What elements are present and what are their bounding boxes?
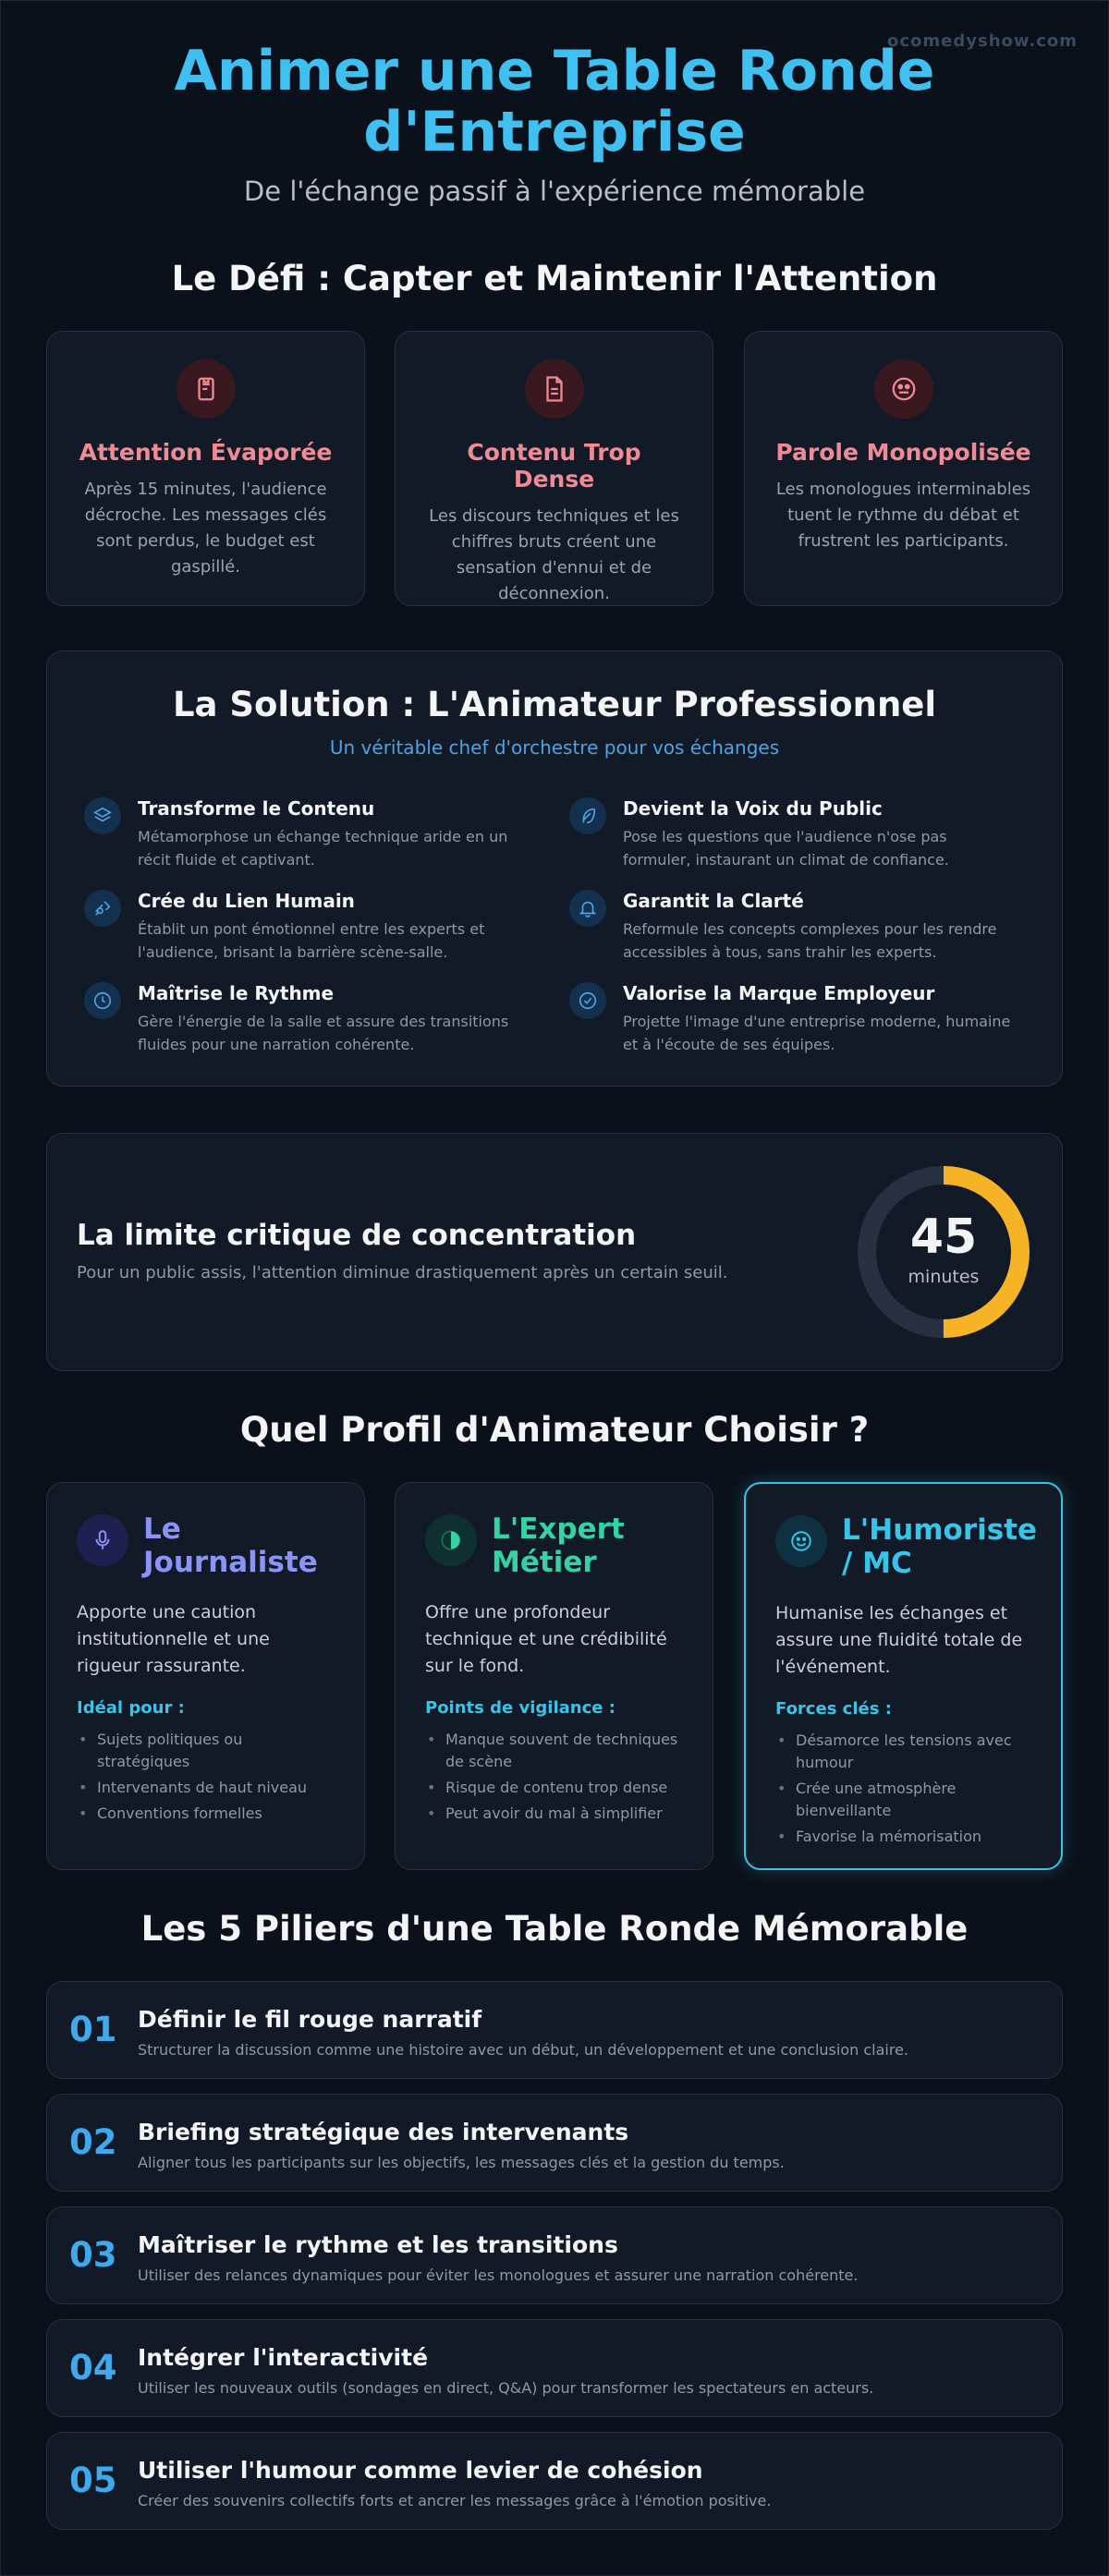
pillar-title: Utiliser l'humour comme levier de cohésion (138, 2457, 703, 2484)
pillar-text: Aligner tous les participants sur les objectifs, les messages clés et la gestion du temps. (138, 2154, 785, 2171)
microphone-icon (77, 1514, 128, 1566)
profile-list (775, 1730, 1031, 1848)
profile-desc: Offre une profondeur technique et une crédibilité sur le fond. (425, 1602, 667, 1676)
pillar-number: 02 (69, 2122, 117, 2162)
hourglass-icon (177, 359, 236, 419)
solution-panel (46, 650, 1063, 1087)
profile-desc: Humanise les échanges et assure une fluidité totale de l'événement. (775, 1603, 1023, 1677)
document-icon (525, 359, 584, 419)
clock-icon (84, 982, 121, 1019)
profile-card-highlighted (744, 1482, 1063, 1870)
profile-name: Le Journaliste (143, 1513, 318, 1579)
feature-item (569, 797, 1013, 871)
check-circle-icon (569, 982, 606, 1019)
smile-icon (775, 1515, 827, 1567)
gauge-value: 45 (909, 1209, 978, 1265)
profile-label: Idéal pour : (77, 1698, 185, 1718)
limit-panel (46, 1133, 1063, 1371)
profile-name: L'Humoriste / MC (842, 1513, 1038, 1580)
feature-title: Garantit la Clarté (623, 890, 804, 912)
feature-text: Pose les questions que l'audience n'ose pas formuler, instaurant un climat de confiance. (623, 828, 949, 869)
feature-text: Reformule les concepts complexes pour les rendre accessibles à tous, sans trahir les experts. (623, 920, 997, 961)
page-title (0, 41, 1109, 163)
pillar-number: 01 (69, 2010, 117, 2049)
limit-title: La limite critique de concentration (77, 1219, 637, 1252)
limit-text: Pour un public assis, l'attention diminue drastiquement après un certain seuil. (77, 1263, 728, 1282)
challenge-card (744, 331, 1063, 606)
pillar-title: Briefing stratégique des intervenants (138, 2119, 629, 2145)
feature-text: Gère l'énergie de la salle et assure des transitions fluides pour une narration cohérente. (138, 1013, 509, 1053)
profile-list (77, 1729, 335, 1825)
challenge-card-text: Les monologues interminables tuent le rythme du débat et frustrent les participants. (775, 480, 1031, 551)
list-item: • Intervenants de haut niveau (77, 1777, 335, 1799)
solution-tagline: Un véritable chef d'orchestre pour vos échanges (329, 736, 780, 759)
challenge-card-title: Parole Monopolisée (775, 439, 1031, 466)
chat-icon (874, 359, 933, 419)
list-item: • Peut avoir du mal à simplifier (425, 1803, 683, 1825)
pillar-title: Définir le fil rouge narratif (138, 2006, 482, 2033)
brand-watermark: ocomedyshow.com (887, 31, 1078, 51)
profile-label: Forces clés : (775, 1699, 892, 1719)
list-item: • Sujets politiques ou stratégiques (77, 1729, 335, 1773)
challenge-card (46, 331, 365, 606)
pillar-text: Utiliser les nouveaux outils (sondages en direct, Q&A) pour transformer les spectateurs en acteurs. (138, 2379, 874, 2397)
pillar-title: Maîtriser le rythme et les transitions (138, 2231, 618, 2258)
list-item: • Conventions formelles (77, 1803, 335, 1825)
feature-text: Établit un pont émotionnel entre les experts et l'audience, brisant la barrière scène-salle. (138, 920, 485, 961)
feature-item (84, 890, 528, 964)
pillar-text: Créer des souvenirs collectifs forts et ancrer les messages grâce à l'émotion positive. (138, 2492, 772, 2509)
pillar-number: 03 (69, 2235, 117, 2275)
page-title-line2: d'Entreprise (363, 100, 746, 164)
profile-card (395, 1482, 713, 1870)
pillar-item (46, 2206, 1063, 2304)
pillar-title: Intégrer l'interactivité (138, 2344, 429, 2371)
pillar-text: Structurer la discussion comme une histoire avec un début, un développement et une conclusion claire. (138, 2041, 908, 2059)
list-item: • Favorise la mémorisation (775, 1826, 1031, 1848)
list-item: • Crée une atmosphère bienveillante (775, 1778, 1031, 1822)
feature-title: Devient la Voix du Public (623, 797, 883, 820)
layers-icon (84, 797, 121, 834)
pillar-item (46, 2319, 1063, 2417)
challenge-card (395, 331, 713, 606)
page-title-line1: Animer une Table Ronde (174, 39, 935, 103)
feature-item (84, 982, 528, 1056)
hero (0, 41, 1109, 207)
pillar-item (46, 2094, 1063, 2192)
feature-item (569, 982, 1013, 1056)
feature-title: Maîtrise le Rythme (138, 982, 335, 1004)
challenge-card-title: Attention Évaporée (79, 439, 333, 466)
challenge-card-text: Les discours techniques et les chiffres bruts créent une sensation d'ennui et de déconnexion. (429, 506, 679, 603)
pillar-text: Utiliser des relances dynamiques pour éviter les monologues et assurer une narration cohérente. (138, 2266, 859, 2284)
pillar-number: 04 (69, 2348, 117, 2388)
pillar-item (46, 2432, 1063, 2530)
challenge-card-text: Après 15 minutes, l'audience décroche. Les messages clés sont perdus, le budget est gaspillé. (84, 480, 327, 577)
bell-icon (569, 890, 606, 927)
list-item: • Risque de contenu trop dense (425, 1777, 683, 1799)
profile-label: Points de vigilance : (425, 1698, 615, 1718)
feature-text: Métamorphose un échange technique aride en un récit fluide et captivant. (138, 828, 508, 869)
feature-title: Valorise la Marque Employeur (623, 982, 935, 1004)
pillar-item (46, 1981, 1063, 2079)
feature-title: Crée du Lien Humain (138, 890, 355, 912)
gauge-unit: minutes (908, 1267, 980, 1287)
pillar-number: 05 (69, 2461, 117, 2500)
profile-card (46, 1482, 365, 1870)
profile-name: L'Expert Métier (492, 1513, 625, 1579)
link-icon (84, 890, 121, 927)
feature-item (84, 797, 528, 871)
feature-title: Transforme le Contenu (138, 797, 375, 820)
pie-chart-icon (425, 1514, 477, 1566)
feature-item (569, 890, 1013, 964)
feather-icon (569, 797, 606, 834)
feature-text: Projette l'image d'une entreprise moderne, humaine et à l'écoute de ses équipes. (623, 1013, 1011, 1053)
profiles-title: Quel Profil d'Animateur Choisir ? (239, 1410, 870, 1450)
list-item: • Manque souvent de techniques de scène (425, 1729, 683, 1773)
page-subtitle: De l'échange passif à l'expérience mémorable (243, 176, 866, 207)
profile-desc: Apporte une caution institutionnelle et une rigueur rassurante. (77, 1602, 270, 1676)
solution-title: La Solution : L'Animateur Professionnel (172, 685, 937, 724)
pillars-title: Les 5 Piliers d'une Table Ronde Mémorable (140, 1909, 969, 1949)
attention-gauge (853, 1161, 1034, 1343)
list-item: • Désamorce les tensions avec humour (775, 1730, 1031, 1774)
profile-list (425, 1729, 683, 1825)
challenge-card-title: Contenu Trop Dense (467, 439, 641, 492)
challenge-title: Le Défi : Capter et Maintenir l'Attention (171, 259, 938, 298)
